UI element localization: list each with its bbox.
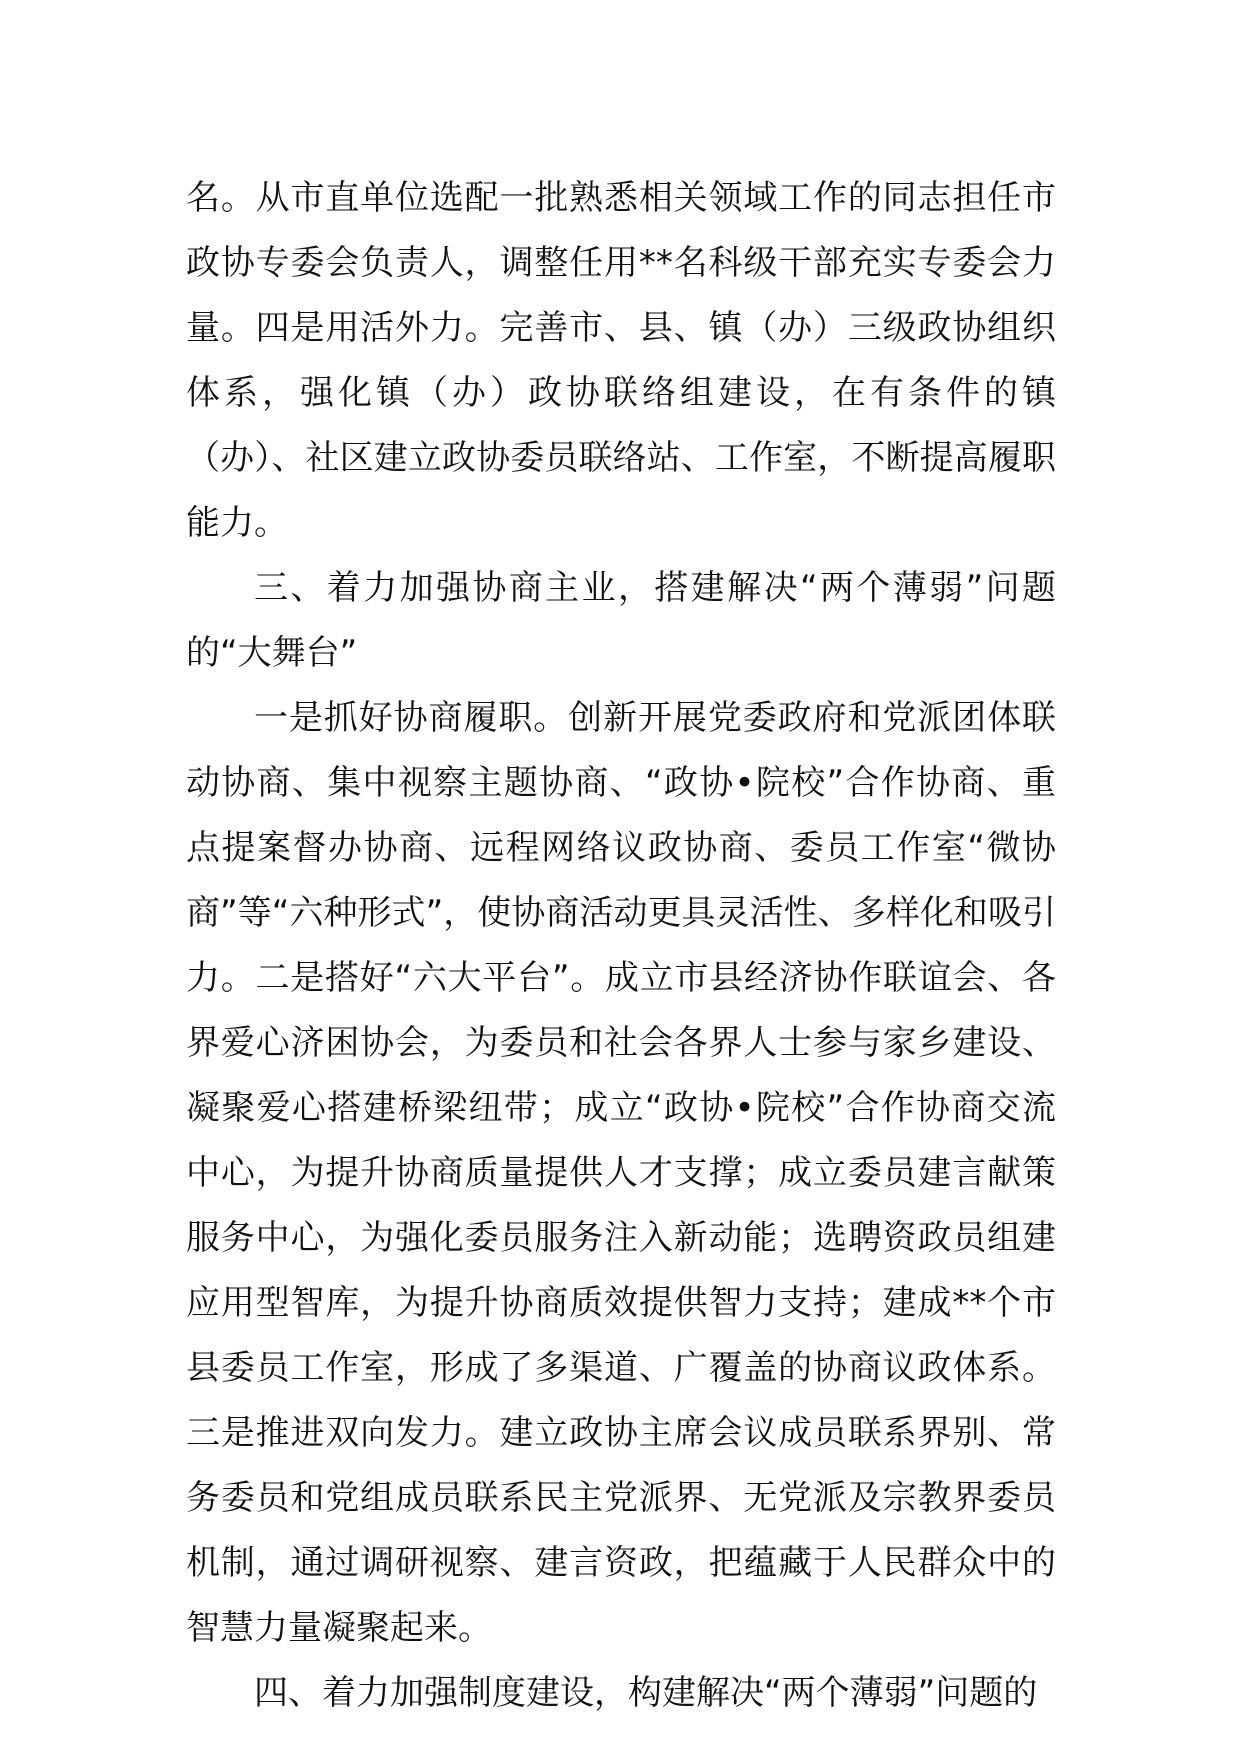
body-text: [186, 166, 1056, 1726]
paragraph-continuation: 名。从市直单位选配一批熟悉相关领域工作的同志担任市政协专委会负责人，调整任用**名科级干部充实专委会力量。四是用活外力。完善市、县、镇（办）三级政协组织体系，强化镇（办）政协联络组建设，在有条件的镇（办）、社区建立政协委员联络站、工作室，不断提高履职能力。: [186, 178, 1056, 543]
section-heading-three: 三、着力加强协商主业，搭建解决“两个薄弱”问题的“大舞台”: [186, 568, 1056, 673]
section-heading-four: 四、着力加强制度建设，构建解决“两个薄弱”问题的: [254, 1673, 1038, 1713]
paragraph-consultation: 一是抓好协商履职。创新开展党委政府和党派团体联动协商、集中视察主题协商、“政协•院校”合作协商、重点提案督办协商、远程网络议政协商、委员工作室“微协商”等“六种形式”，使协商活动更具灵活性、多样化和吸引力。二是搭好“六大平台”。成立市县经济协作联谊会、各界爱心济困协会，为委员和社会各界人士参与家乡建设、凝聚爱心搭建桥梁纽带；成立“政协•院校”合作协商交流中心，为提升协商质量提供人才支撑；成立委员建言献策服务中心，为强化委员服务注入新动能；选聘资政员组建应用型智库，为提升协商质效提供智力支持；建成**个市县委员工作室，形成了多渠道、广覆盖的协商议政体系。三是推进双向发力。建立政协主席会议成员联系界别、常务委员和党组成员联系民主党派界、无党派及宗教界委员机制，通过调研视察、建言资政，把蕴藏于人民群众中的智慧力量凝聚起来。: [186, 698, 1056, 1648]
